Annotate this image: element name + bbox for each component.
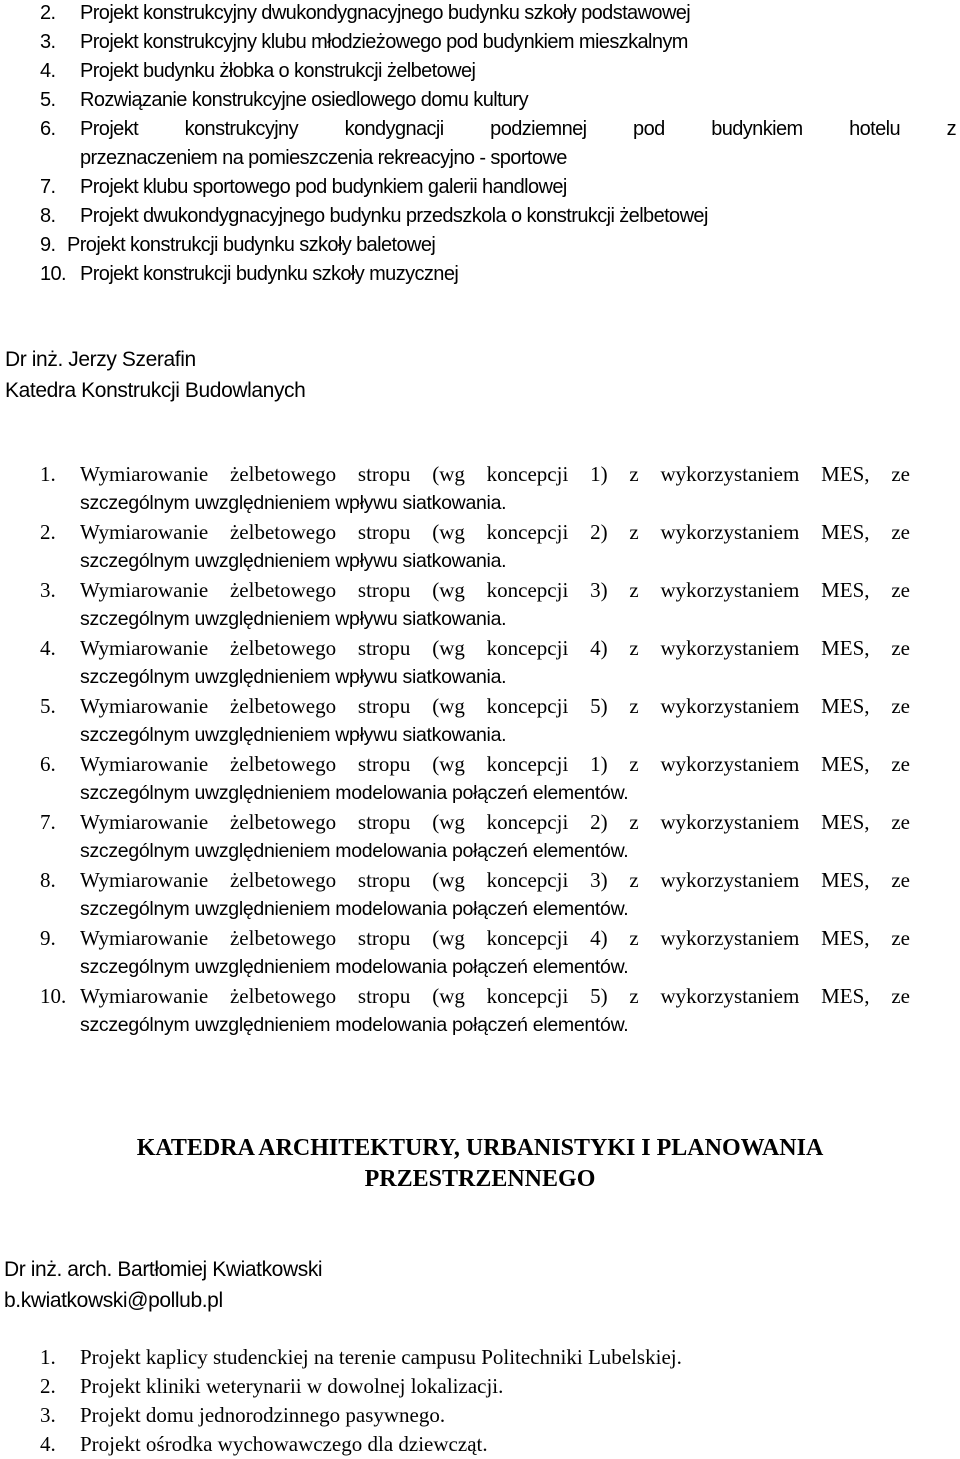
item-number: 1. bbox=[40, 1345, 56, 1369]
item-text: Projekt klubu sportowego pod budynkiem galerii handlowej bbox=[80, 176, 567, 198]
item-number: 3. bbox=[40, 578, 56, 602]
list-item bbox=[0, 260, 960, 289]
item-number: 8. bbox=[40, 205, 56, 227]
item-number: 3. bbox=[40, 1403, 56, 1427]
item-text-line2: szczególnym uwzględnieniem wpływu siatkowania. bbox=[80, 724, 507, 746]
list-item bbox=[0, 808, 960, 866]
list-item bbox=[0, 115, 960, 173]
item-number: 9. bbox=[40, 234, 56, 256]
item-text-line2: szczególnym uwzględnieniem wpływu siatkowania. bbox=[80, 666, 507, 688]
list-item bbox=[0, 202, 960, 231]
item-text: Projekt kliniki weterynarii w dowolnej lokalizacji. bbox=[80, 1374, 504, 1398]
project-list-slab-design bbox=[0, 460, 960, 1040]
item-number: 1. bbox=[40, 462, 56, 486]
item-number: 10. bbox=[40, 263, 67, 285]
list-item bbox=[0, 1401, 960, 1430]
item-text: Projekt kaplicy studenckiej na terenie campusu Politechniki Lubelskiej. bbox=[80, 1345, 682, 1369]
item-text-line2: szczególnym uwzględnieniem wpływu siatkowania. bbox=[80, 608, 507, 630]
department-heading bbox=[0, 1133, 960, 1195]
item-text: Projekt konstrukcji budynku szkoły baletowej bbox=[67, 234, 436, 256]
item-number: 6. bbox=[40, 118, 56, 140]
item-number: 5. bbox=[40, 89, 56, 111]
item-text: Projekt dwukondygnacyjnego budynku przedszkola o konstrukcji żelbetowej bbox=[80, 205, 708, 227]
item-text-line1: Wymiarowanie żelbetowego stropu (wg koncepcji 4) z wykorzystaniem MES, ze bbox=[80, 636, 910, 660]
supervisor-name: Dr inż. arch. Bartłomiej Kwiatkowski bbox=[4, 1258, 323, 1281]
item-number: 2. bbox=[40, 520, 56, 544]
project-list-architecture bbox=[0, 1343, 960, 1459]
item-text-line1: Wymiarowanie żelbetowego stropu (wg koncepcji 2) z wykorzystaniem MES, ze bbox=[80, 520, 910, 544]
list-item bbox=[0, 1343, 960, 1372]
list-item bbox=[0, 634, 960, 692]
list-item bbox=[0, 750, 960, 808]
item-text: Projekt konstrukcyjny dwukondygnacyjnego budynku szkoły podstawowej bbox=[80, 2, 691, 24]
item-number: 4. bbox=[40, 1432, 56, 1456]
list-item bbox=[0, 518, 960, 576]
list-item bbox=[0, 86, 960, 115]
list-item bbox=[0, 924, 960, 982]
item-text-line2: szczególnym uwzględnieniem modelowania połączeń elementów. bbox=[80, 956, 629, 978]
list-item bbox=[0, 866, 960, 924]
list-item bbox=[0, 28, 960, 57]
list-item bbox=[0, 982, 960, 1040]
item-text-line1: Wymiarowanie żelbetowego stropu (wg koncepcji 4) z wykorzystaniem MES, ze bbox=[80, 926, 910, 950]
item-number: 4. bbox=[40, 636, 56, 660]
item-text-line1: Wymiarowanie żelbetowego stropu (wg koncepcji 5) z wykorzystaniem MES, ze bbox=[80, 984, 910, 1008]
item-text: Projekt konstrukcji budynku szkoły muzycznej bbox=[80, 263, 459, 285]
item-number: 6. bbox=[40, 752, 56, 776]
item-number: 3. bbox=[40, 31, 56, 53]
item-text-line1: Wymiarowanie żelbetowego stropu (wg koncepcji 5) z wykorzystaniem MES, ze bbox=[80, 694, 910, 718]
item-text: Projekt domu jednorodzinnego pasywnego. bbox=[80, 1403, 446, 1427]
item-number: 7. bbox=[40, 176, 56, 198]
supervisor-name: Dr inż. Jerzy Szerafin bbox=[5, 348, 196, 371]
supervisor-block bbox=[5, 344, 305, 406]
item-text-line2: szczególnym uwzględnieniem modelowania połączeń elementów. bbox=[80, 840, 629, 862]
item-number: 10. bbox=[40, 984, 67, 1008]
list-item bbox=[0, 1430, 960, 1459]
item-text-line1: Wymiarowanie żelbetowego stropu (wg koncepcji 1) z wykorzystaniem MES, ze bbox=[80, 752, 910, 776]
item-text-line2: szczególnym uwzględnieniem modelowania połączeń elementów. bbox=[80, 898, 629, 920]
item-number: 2. bbox=[40, 1374, 56, 1398]
supervisor-block bbox=[4, 1254, 322, 1316]
item-text: Rozwiązanie konstrukcyjne osiedlowego domu kultury bbox=[80, 89, 529, 111]
supervisor-email: b.kwiatkowski@pollub.pl bbox=[4, 1289, 223, 1312]
list-item bbox=[0, 692, 960, 750]
heading-line1: KATEDRA ARCHITEKTURY, URBANISTYKI I PLANOWANIA bbox=[136, 1135, 824, 1161]
list-item bbox=[0, 0, 960, 28]
item-text: Projekt budynku żłobka o konstrukcji żelbetowej bbox=[80, 60, 476, 82]
item-text-line1: Wymiarowanie żelbetowego stropu (wg koncepcji 3) z wykorzystaniem MES, ze bbox=[80, 868, 910, 892]
item-text-line2: przeznaczeniem na pomieszczenia rekreacyjno - sportowe bbox=[80, 147, 567, 169]
heading-line2: PRZESTRZENNEGO bbox=[364, 1166, 596, 1192]
list-item bbox=[0, 460, 960, 518]
item-number: 4. bbox=[40, 60, 56, 82]
item-number: 9. bbox=[40, 926, 56, 950]
item-number: 7. bbox=[40, 810, 56, 834]
item-text-line1: Wymiarowanie żelbetowego stropu (wg koncepcji 3) z wykorzystaniem MES, ze bbox=[80, 578, 910, 602]
item-text-line2: szczególnym uwzględnieniem wpływu siatkowania. bbox=[80, 550, 507, 572]
item-text-line2: szczególnym uwzględnieniem modelowania połączeń elementów. bbox=[80, 1014, 629, 1036]
list-item bbox=[0, 173, 960, 202]
list-item bbox=[0, 1372, 960, 1401]
list-item bbox=[0, 576, 960, 634]
project-list-construction bbox=[0, 0, 960, 289]
item-number: 2. bbox=[40, 2, 56, 24]
item-text-line2: szczególnym uwzględnieniem modelowania połączeń elementów. bbox=[80, 782, 629, 804]
item-text: Projekt ośrodka wychowawczego dla dziewcząt. bbox=[80, 1432, 488, 1456]
item-text: Projekt konstrukcyjny klubu młodzieżowego pod budynkiem mieszkalnym bbox=[80, 31, 688, 53]
item-number: 8. bbox=[40, 868, 56, 892]
item-number: 5. bbox=[40, 694, 56, 718]
item-text-line2: szczególnym uwzględnieniem wpływu siatkowania. bbox=[80, 492, 507, 514]
item-text-line1: Wymiarowanie żelbetowego stropu (wg koncepcji 2) z wykorzystaniem MES, ze bbox=[80, 810, 910, 834]
department-name: Katedra Konstrukcji Budowlanych bbox=[5, 379, 306, 402]
list-item bbox=[0, 231, 960, 260]
item-text-line1: Wymiarowanie żelbetowego stropu (wg koncepcji 1) z wykorzystaniem MES, ze bbox=[80, 462, 910, 486]
list-item bbox=[0, 57, 960, 86]
item-text-line1: Projekt konstrukcyjny kondygnacji podziemnej pod budynkiem hotelu z bbox=[80, 118, 956, 140]
